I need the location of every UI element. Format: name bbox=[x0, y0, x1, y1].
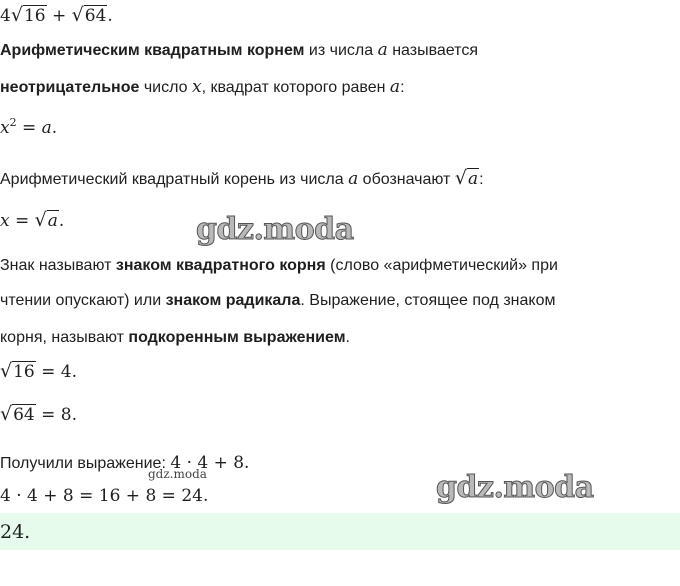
answer-box bbox=[0, 513, 680, 550]
sqrt-a-2: √a bbox=[34, 209, 58, 231]
watermark-logo-2: gdz.moda bbox=[436, 470, 594, 505]
obtained-expression-line: Получили выражение: 4 · 4 + 8. bbox=[0, 453, 250, 473]
calculation-line: 4 · 4 + 8 = 16 + 8 = 24. bbox=[0, 486, 209, 506]
definition-line-1: Арифметическим квадратным корнем из числа a называется bbox=[0, 40, 478, 60]
answer-text: 24. bbox=[0, 521, 31, 543]
equation-x-sqrt-a: x = √a. bbox=[0, 209, 65, 231]
plus-sign: + bbox=[51, 6, 67, 26]
sqrt16-equation: √16 = 4. bbox=[0, 360, 78, 382]
sign-line-1: Знак называют знаком квадратного корня (слово «арифметический» при bbox=[0, 257, 558, 274]
definition-term: Арифметическим квадратным корнем bbox=[0, 42, 305, 59]
equation-x-squared: $x^2 = a$. bbox=[0, 116, 58, 138]
sign-line-2: чтении опускают) или знаком радикала. Выражение, стоящее под знаком bbox=[0, 292, 556, 309]
watermark-logo-small: gdz.moda bbox=[148, 467, 207, 481]
notation-line: Арифметический квадратный корень из числа a обозначают √a: bbox=[0, 167, 484, 189]
sqrt64-equation: √64 = 8. bbox=[0, 403, 78, 425]
sqrt-a: √a bbox=[454, 167, 479, 189]
definition-term-2: неотрицательное bbox=[0, 79, 140, 96]
sign-line-3: корня, называют подкоренным выражением. bbox=[0, 329, 350, 346]
sqrt-64: √64 bbox=[71, 4, 107, 26]
sqrt-16: √16 bbox=[10, 4, 46, 26]
coef: 4 bbox=[0, 6, 11, 26]
watermark-logo: gdz.moda bbox=[196, 212, 354, 247]
expression-line: 4√16 + √64. bbox=[0, 4, 113, 26]
definition-line-2: неотрицательное число x, квадрат которого равен a: bbox=[0, 77, 405, 97]
